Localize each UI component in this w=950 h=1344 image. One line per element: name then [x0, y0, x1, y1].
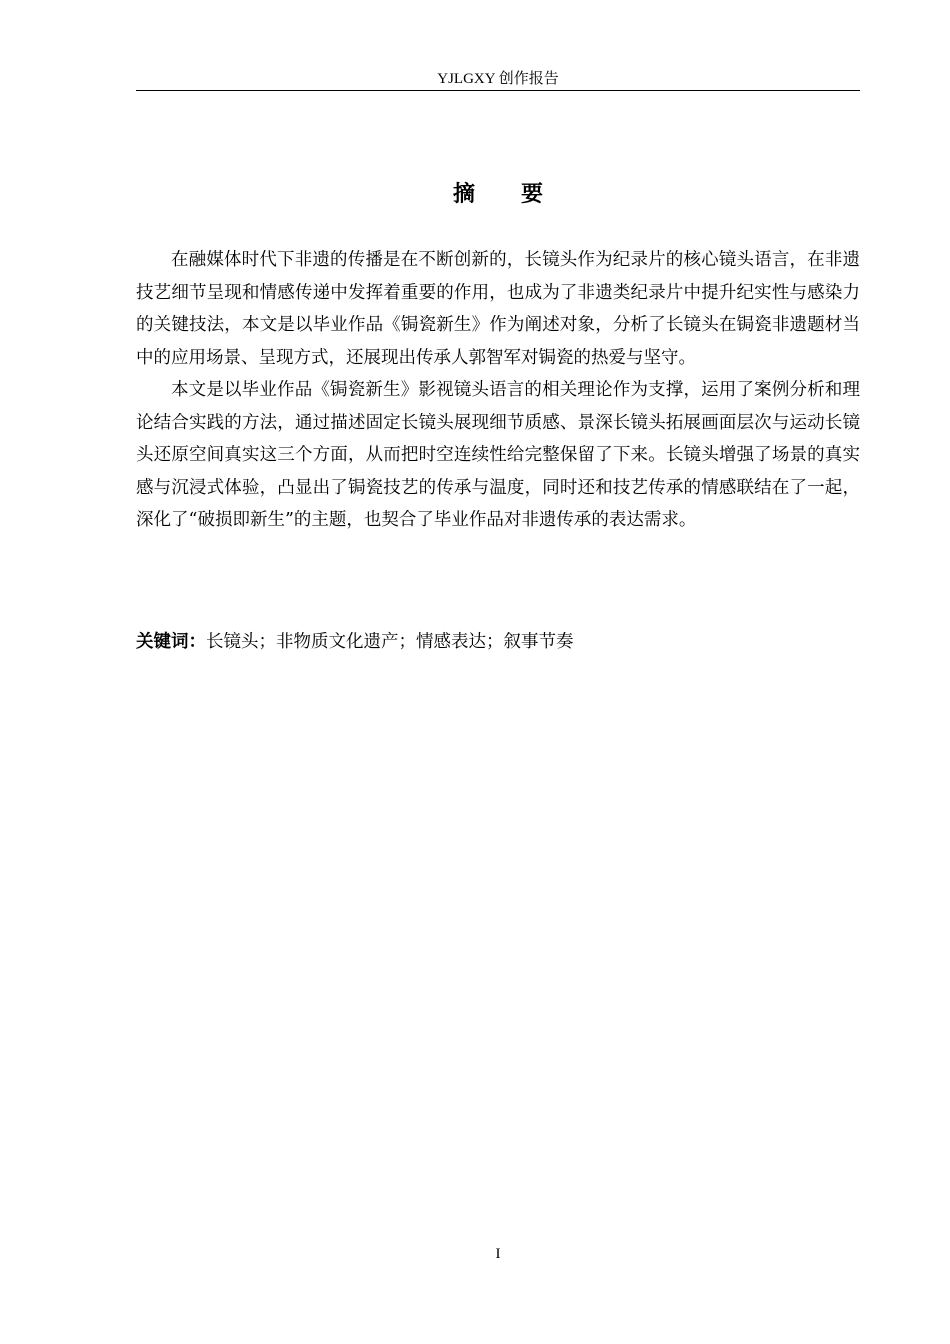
running-header: YJLGXY 创作报告	[437, 71, 559, 87]
keywords-label: 关键词：	[136, 632, 206, 652]
abstract-paragraph-1: 在融媒体时代下非遗的传播是在不断创新的，长镜头作为纪录片的核心镜头语言，在非遗技艺细节呈现和情感传递中发挥着重要的作用，也成为了非遗类纪录片中提升纪实性与感染力的关键技法，本文是以毕业作品《锔瓷新生》作为阐述对象，分析了长镜头在锔瓷非遗题材当中的应用场景、呈现方式，还展现出传承人郭智军对锔瓷的热爱与坚守。	[136, 250, 860, 368]
abstract-title-char-1: 摘	[452, 182, 475, 207]
header-rule	[136, 90, 860, 91]
abstract-paragraph-2: 本文是以毕业作品《锔瓷新生》影视镜头语言的相关理论作为支撑，运用了案例分析和理论结合实践的方法，通过描述固定长镜头展现细节质感、景深长镜头拓展画面层次与运动长镜头还原空间真实这三个方面，从而把时空连续性给完整保留了下来。长镜头增强了场景的真实感与沉浸式体验，凸显出了锔瓷技艺的传承与温度，同时还和技艺传承的情感联结在了一起，深化了“破损即新生”的主题，也契合了毕业作品对非遗传承的表达需求。	[136, 380, 860, 530]
keywords-line	[136, 627, 860, 657]
page-number: I	[495, 1246, 501, 1262]
abstract-title	[136, 180, 860, 210]
keywords-value: 长镜头；非物质文化遗产；情感表达；叙事节奏	[206, 632, 574, 652]
abstract-body	[136, 244, 860, 537]
abstract-title-char-2: 要	[521, 182, 544, 207]
